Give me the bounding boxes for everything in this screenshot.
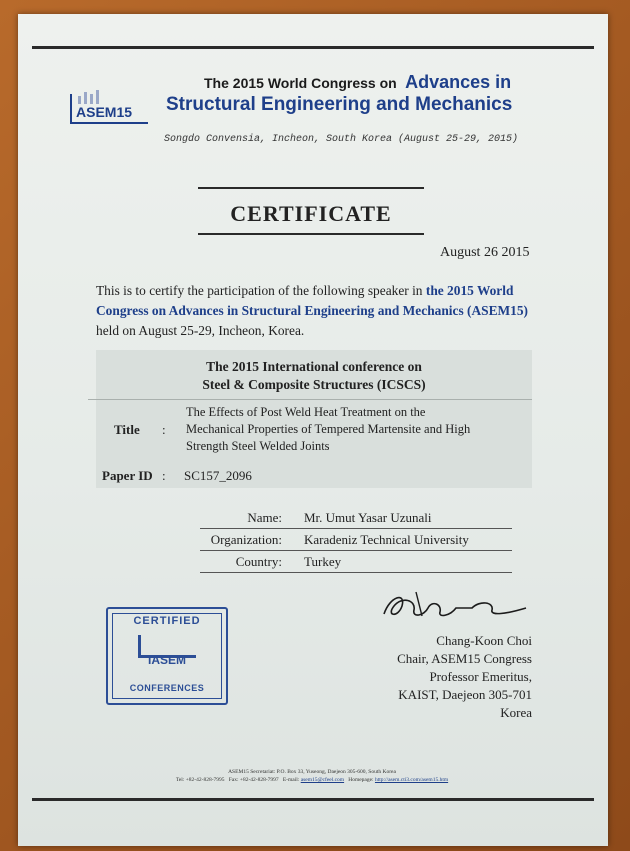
paper-title xyxy=(186,404,526,455)
conference-name xyxy=(96,358,532,394)
asem15-logo xyxy=(66,86,150,130)
name-value: Mr. Umut Yasar Uzunali xyxy=(304,510,432,525)
paper-id-colon: : xyxy=(162,468,166,483)
certification-statement xyxy=(96,281,532,341)
intro-congress-name: the 2015 World Congress on Advances in Structural Engineering and Mechanics (ASEM15) xyxy=(96,283,528,318)
certified-stamp xyxy=(106,607,228,705)
signer-line5: Korea xyxy=(500,705,532,720)
top-rule xyxy=(32,46,594,49)
header-line2: Structural Engineering and Mechanics xyxy=(166,94,513,115)
stamp-bottom-text: CONFERENCES xyxy=(129,683,205,693)
stamp-middle-text: IASEM xyxy=(147,653,186,667)
signer-line2: Chair, ASEM15 Congress xyxy=(397,651,532,666)
organization-row xyxy=(200,530,512,551)
country-row xyxy=(200,552,512,573)
panel-separator xyxy=(88,399,532,400)
paper-title-line2: Mechanical Properties of Tempered Martensite and High xyxy=(186,422,471,436)
signer-name: Chang-Koon Choi xyxy=(436,633,532,648)
title-top-rule xyxy=(198,187,424,189)
footer-tel: Tel: +82-42-828-7995 xyxy=(175,777,225,783)
title-label: Title xyxy=(114,422,140,437)
paper-title-line3: Strength Steel Welded Joints xyxy=(186,439,330,453)
organization-label: Organization: xyxy=(210,532,282,547)
country-label: Country: xyxy=(235,554,282,569)
title-bottom-rule xyxy=(198,233,424,235)
footer-address: ASEM15 Secretariat: P.O. Box 33, Yuseong, Daejeon 305-600, South Korea xyxy=(228,769,396,775)
conference-line1: The 2015 International conference on xyxy=(206,359,422,374)
footer-homepage-label: Homepage: xyxy=(348,777,374,783)
header-line1 xyxy=(204,72,511,93)
certificate-paper xyxy=(18,14,608,846)
paper-title-line1: The Effects of Post Weld Heat Treatment on the xyxy=(186,405,426,419)
venue-line: Songdo Convensia, Incheon, South Korea (August 25-29, 2015) xyxy=(164,134,519,145)
name-row xyxy=(200,508,512,529)
footer-homepage-link[interactable]: http://asem.cti3.com/asem15.htm xyxy=(374,777,449,783)
conference-line2: Steel & Composite Structures (ICSCS) xyxy=(202,377,426,392)
certificate-title: CERTIFICATE xyxy=(230,201,392,226)
bottom-rule xyxy=(32,798,594,801)
signer-block xyxy=(360,632,532,722)
paper-id-label: Paper ID xyxy=(102,468,153,483)
header-line1-highlight: Advances in xyxy=(405,72,512,92)
footer-fax: Fax: +82-42-828-7997 xyxy=(228,777,279,783)
footer-email-link[interactable]: asem15@cfeel.com xyxy=(300,777,345,783)
footer-contact-line xyxy=(112,776,512,784)
signature-graphic xyxy=(376,586,546,626)
issue-date: August 26 2015 xyxy=(440,245,530,260)
footer-email-label: E-mail: xyxy=(282,777,300,783)
title-colon: : xyxy=(162,422,166,437)
logo-text: ASEM15 xyxy=(76,104,133,120)
intro-start: This is to certify the participation of the following speaker in xyxy=(96,283,423,298)
name-label: Name: xyxy=(247,510,282,525)
certificate-title-box xyxy=(198,187,424,235)
intro-end: held on August 25-29, Incheon, Korea. xyxy=(96,323,305,338)
footer-contact xyxy=(112,768,512,784)
signer-line4: KAIST, Daejeon 305-701 xyxy=(398,687,532,702)
country-value: Turkey xyxy=(304,554,342,569)
organization-value: Karadeniz Technical University xyxy=(304,532,469,547)
header-line1-prefix: The 2015 World Congress on xyxy=(204,75,397,91)
stamp-top-text: CERTIFIED xyxy=(133,615,201,627)
paper-id-value: SC157_2096 xyxy=(184,468,252,483)
signer-line3: Professor Emeritus, xyxy=(429,669,532,684)
